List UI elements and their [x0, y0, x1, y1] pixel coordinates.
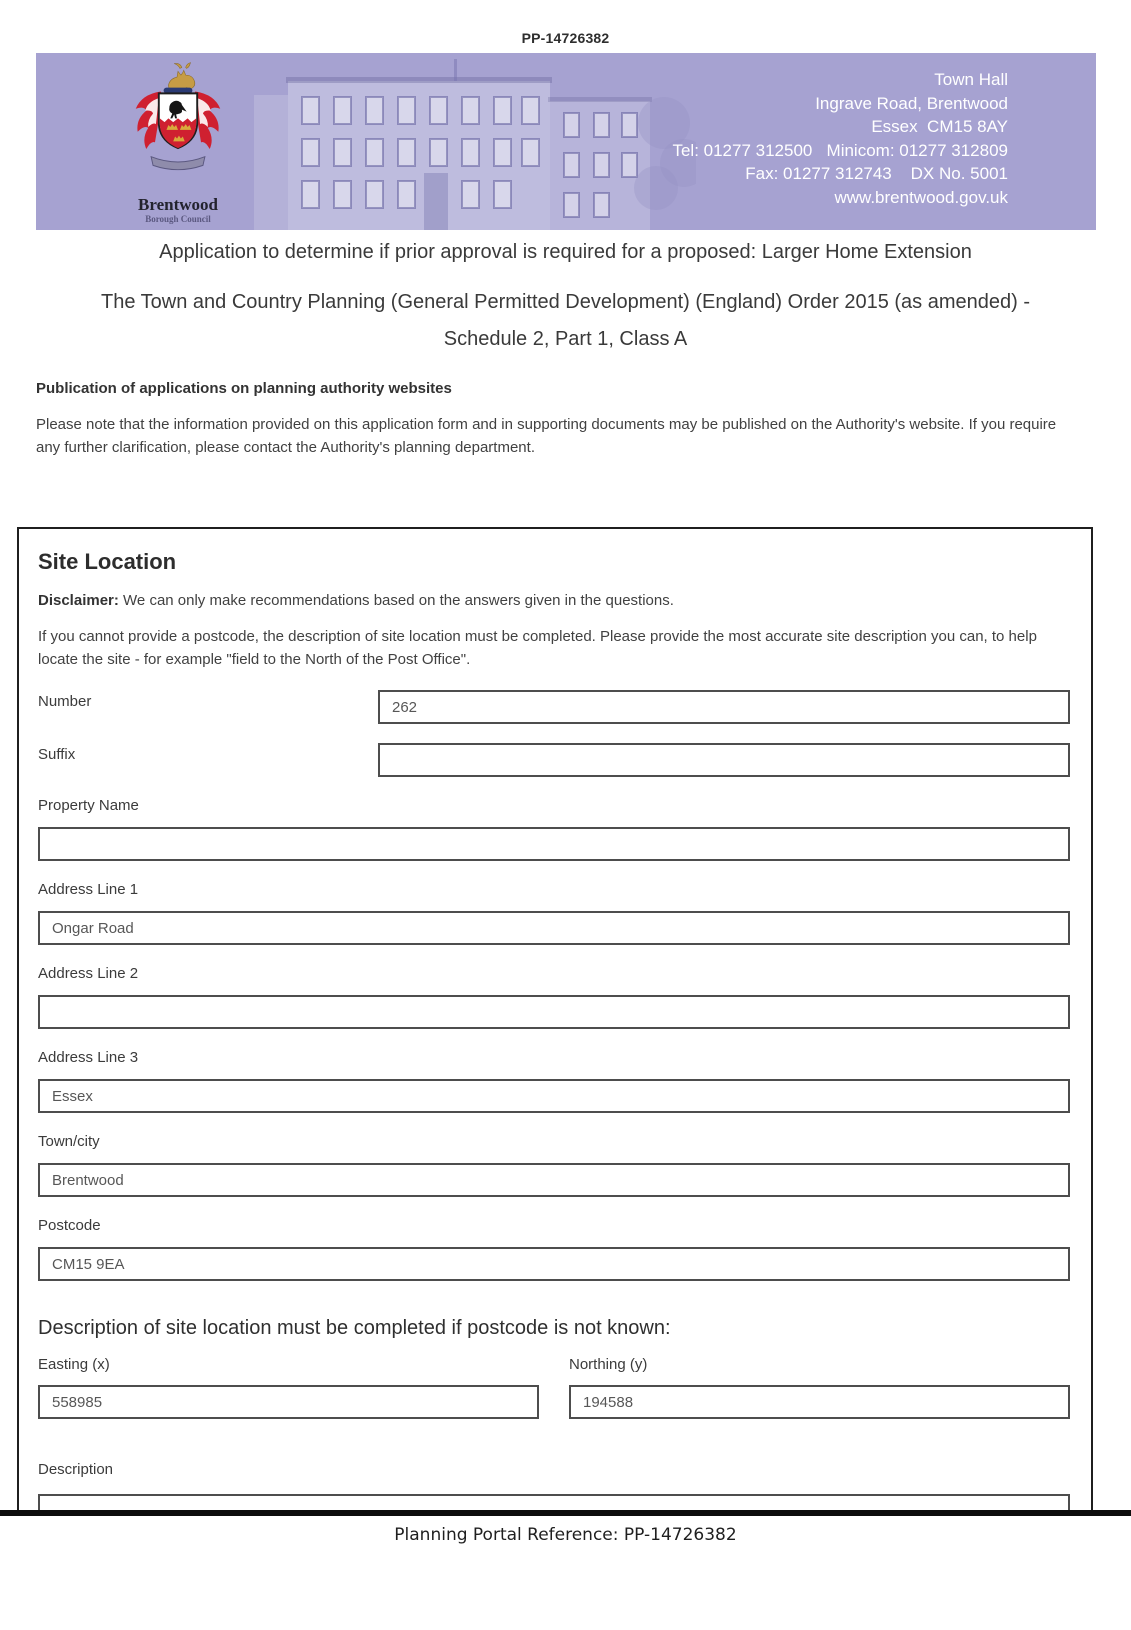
address-line: Ingrave Road, Brentwood: [815, 93, 1008, 113]
section-title: Site Location: [38, 549, 177, 574]
town-city-field: [38, 1133, 1070, 1197]
brentwood-crest-logo: [104, 62, 252, 225]
property-name-field: [38, 797, 1070, 861]
postcode-field: [38, 1217, 1070, 1281]
town-city-input[interactable]: [38, 1163, 1070, 1197]
description-input[interactable]: [38, 1494, 1070, 1510]
number-input[interactable]: [378, 690, 1070, 724]
footer-reference: Planning Portal Reference: PP-14726382: [394, 1525, 737, 1545]
postcode-input[interactable]: [38, 1247, 1070, 1281]
address-line-1-label: Address Line 1: [38, 881, 139, 898]
disclaimer-text: [38, 591, 1070, 611]
address-line-3-input[interactable]: [38, 1079, 1070, 1113]
postcode-label: Postcode: [38, 1217, 101, 1234]
disclaimer-label: Disclaimer:: [38, 592, 119, 609]
description-field: [38, 1461, 1070, 1510]
site-location-section: [17, 527, 1093, 1510]
publication-text: Please note that the information provided on this application form and in supporting documents may be published on the Authority's website. If you require any further clarification, please contact the Authority's planning department.: [36, 416, 1057, 456]
address-line-2-label: Address Line 2: [38, 965, 139, 982]
publication-heading: Publication of applications on planning authority websites: [36, 380, 452, 397]
address-line-2-input[interactable]: [38, 995, 1070, 1029]
council-banner: [36, 53, 1096, 230]
suffix-input[interactable]: [378, 743, 1070, 777]
town-city-label: Town/city: [38, 1133, 100, 1150]
northing-field: [569, 1356, 1070, 1419]
address-line-1-field: [38, 881, 1070, 945]
phone-line: Tel: 01277 312500 Minicom: 01277 312809: [672, 140, 1008, 160]
northing-label: Northing (y): [569, 1356, 648, 1373]
town-hall-watermark-image: [216, 53, 696, 230]
easting-input[interactable]: [38, 1385, 539, 1419]
page-divider: [0, 1510, 1131, 1516]
address-line: Essex CM15 8AY: [871, 117, 1008, 136]
suffix-label: Suffix: [38, 746, 76, 763]
coordinates-row: [38, 1356, 1070, 1419]
fax-line: Fax: 01277 312743 DX No. 5001: [745, 164, 1008, 183]
easting-field: [38, 1356, 539, 1419]
easting-label: Easting (x): [38, 1356, 110, 1373]
property-name-input[interactable]: [38, 827, 1070, 861]
top-reference: PP-14726382: [521, 30, 610, 46]
disclaimer-body: We can only make recommendations based on the answers given in the questions.: [118, 592, 674, 609]
number-field-row: [38, 690, 1070, 724]
address-line-3-field: [38, 1049, 1070, 1113]
description-requirement-heading: Description of site location must be completed if postcode is not known:: [38, 1317, 671, 1339]
address-line-3-label: Address Line 3: [38, 1049, 139, 1066]
description-label: Description: [38, 1461, 114, 1478]
website-line: www.brentwood.gov.uk: [834, 187, 1008, 207]
council-address-block: [672, 68, 1008, 209]
address-line-2-field: [38, 965, 1070, 1029]
council-name: Brentwood: [138, 195, 218, 214]
section-intro-text: If you cannot provide a postcode, the description of site location must be completed. Please provide the most accurate site description you can, to help locate the site - for example "field to the North of the Post Office".: [38, 628, 1037, 668]
property-name-label: Property Name: [38, 797, 139, 814]
document-subtitle: The Town and Country Planning (General Permitted Development) (England) Order 2015 (as amended) - Schedule 2, Part 1, Class A: [100, 291, 1030, 350]
council-subtitle: Borough Council: [145, 214, 211, 224]
suffix-field-row: [38, 743, 1070, 777]
coat-of-arms-icon: [130, 62, 226, 190]
address-line-1-input[interactable]: [38, 911, 1070, 945]
address-line: Town Hall: [934, 70, 1008, 89]
number-label: Number: [38, 693, 92, 710]
northing-input[interactable]: [569, 1385, 1070, 1419]
document-title: Application to determine if prior approval is required for a proposed: Larger Home Extension: [159, 241, 972, 263]
